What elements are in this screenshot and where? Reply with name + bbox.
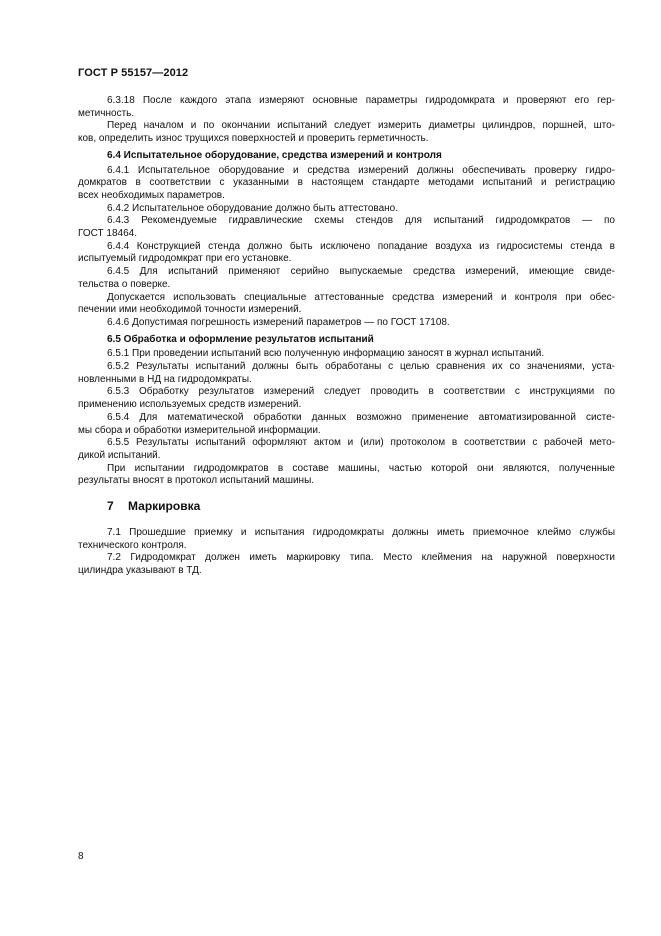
text-line: тельства о поверке. xyxy=(78,278,171,290)
section-heading-6-4: 6.4 Испытательное оборудование, средства измерений и контроля xyxy=(107,149,442,161)
paragraph-6-4-5-continued xyxy=(78,292,615,317)
text-line: цилиндра указывают в ТД. xyxy=(78,564,202,576)
paragraph-6-5-4 xyxy=(78,412,615,437)
text-line: новленными в НД на гидродомкраты. xyxy=(78,373,252,385)
paragraph-6-5-5 xyxy=(78,437,615,462)
paragraph-6-5-5-continued xyxy=(78,463,615,488)
text-line: ГОСТ 18464. xyxy=(78,228,137,240)
paragraph-6-5-1 xyxy=(78,348,615,361)
paragraph-6-4-4 xyxy=(78,241,615,266)
text-line: 6.4.6 Допустимая погрешность измерений параметров — по ГОСТ 17108. xyxy=(107,316,450,328)
text-line: ков, определить износ трущихся поверхностей и проверить герметичность. xyxy=(78,133,429,145)
paragraph-6-3-18-continued xyxy=(78,120,615,145)
section-heading-7 xyxy=(78,500,615,513)
text-line: результаты вносят в протокол испытаний машины. xyxy=(78,475,315,487)
paragraph-6-5-3 xyxy=(78,386,615,411)
text-line: Допускается использовать специальные аттестованные средства измерений и контроля при обес- xyxy=(107,291,615,303)
paragraph-6-4-2 xyxy=(78,203,615,216)
paragraph-7-1 xyxy=(78,527,615,552)
paragraph-6-4-6 xyxy=(78,317,615,330)
text-line: 6.5.2 Результаты испытаний должны быть обработаны с целью сравнения их со значениями, уста- xyxy=(107,361,615,373)
text-line: 6.5.4 Для математической обработки данных возможно применение автоматизированной систе- xyxy=(107,411,615,423)
page-number: 8 xyxy=(78,851,84,862)
text-line: технического контроля. xyxy=(78,539,187,551)
text-line: применению используемых средств измерений. xyxy=(78,399,302,411)
text-line: 6.5.5 Результаты испытаний оформляют актом и (или) протоколом в соответствии с рабочей мето- xyxy=(107,437,615,449)
text-line: 6.4.3 Рекомендуемые гидравлические схемы стендов для испытаний гидродомкратов — по xyxy=(107,215,615,227)
text-line: 6.4.4 Конструкцией стенда должно быть исключено попадание воздуха из гидросистемы стенда в xyxy=(107,240,615,252)
text-line: домкратов в соответствии с указанными в настоящем стандарте методами испытаний и регистрацию xyxy=(78,177,615,189)
section-title: Маркировка xyxy=(128,499,201,514)
text-line: 6.3.18 После каждого этапа измеряют основные параметры гидродомкрата и проверяют его гер- xyxy=(107,95,615,106)
text-line: метичность. xyxy=(78,107,135,119)
paragraph-6-4-1 xyxy=(78,165,615,203)
text-line: 6.4.1 Испытательное оборудование и средства измерений должны обеспечивать проверку гидро- xyxy=(107,164,615,176)
text-line: 7.1 Прошедшие приемку и испытания гидродомкраты должны иметь приемочное клеймо службы xyxy=(107,526,615,538)
text-line: печении ими необходимой точности измерений. xyxy=(78,304,302,316)
paragraph-6-4-3 xyxy=(78,215,615,240)
text-line: испытуемый гидродомкрат при его установке. xyxy=(78,253,292,265)
section-number: 7 xyxy=(107,499,114,514)
text-line: мы сбора и обработки измерительной информации. xyxy=(78,424,321,436)
document-code-header: ГОСТ Р 55157—2012 xyxy=(78,67,189,79)
text-line: Перед началом и по окончании испытаний следует измерить диаметры цилиндров, поршней, што- xyxy=(107,120,615,132)
paragraph-6-3-18 xyxy=(78,95,615,120)
text-line: 6.5.3 Обработку результатов измерений следует проводить в соответствии с инструкциями по xyxy=(107,386,615,398)
text-line: 6.4.5 Для испытаний применяют серийно выпускаемые средства измерений, имеющие свиде- xyxy=(107,266,615,278)
text-line: 6.5.1 При проведении испытаний всю полученную информацию заносят в журнал испытаний. xyxy=(107,348,545,360)
section-heading-6-5: 6.5 Обработка и оформление результатов испытаний xyxy=(107,333,374,345)
text-line: дикой испытаний. xyxy=(78,449,161,461)
text-line: всех необходимых параметров. xyxy=(78,189,225,201)
paragraph-6-5-2 xyxy=(78,361,615,386)
paragraph-6-4-5 xyxy=(78,266,615,291)
text-line: При испытании гидродомкратов в составе машины, частью которой они являются, полученные xyxy=(107,462,615,474)
paragraph-7-2 xyxy=(78,552,615,577)
text-line: 6.4.2 Испытательное оборудование должно быть аттестовано. xyxy=(107,202,399,214)
document-body xyxy=(78,95,615,578)
text-line: 7.2 Гидродомкрат должен иметь маркировку типа. Место клеймения на наружной поверхности xyxy=(107,552,615,564)
